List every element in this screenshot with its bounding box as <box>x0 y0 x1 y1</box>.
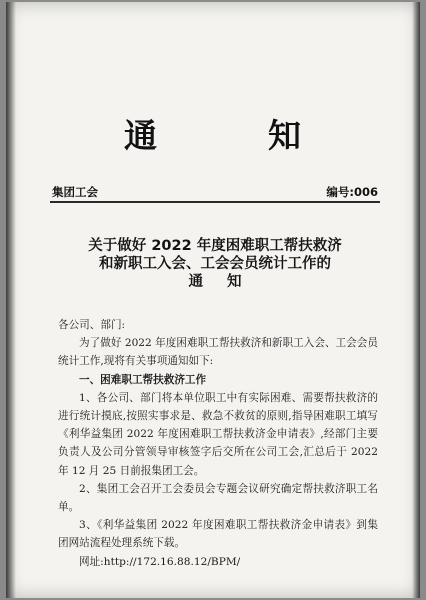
notice-heading <box>6 110 420 156</box>
header-info-row <box>52 184 378 200</box>
item-3-paragraph: 3、《利华益集团 2022 年度困难职工帮扶救济金申请表》到集团网站流程处理系统下载。 <box>58 519 378 550</box>
document-title <box>46 237 384 291</box>
intro-paragraph: 为了做好 2022 年度困难职工帮扶救济和新职工入会、工会会员统计工作,现将有关事项通知如下: <box>58 337 378 368</box>
document-body <box>58 316 378 571</box>
header-divider <box>50 201 380 203</box>
heading-char-2: 知 <box>268 116 302 155</box>
item-1-paragraph: 1、各公司、部门将本单位职工中有实际困难、需要帮扶救济的进行统计摸底,按照实事求是、救急不救贫的原则,指导困难职工填写《利华益集团 2022 年度困难职工帮扶救济金申请表》,经部门主要负责人及公司分管领导审核签字后交所在公司工会,汇总后于 2022 年 12 月 25 日前报集团工会。 <box>58 391 378 477</box>
section-1-heading: 一、困难职工帮扶救济工作 <box>79 373 207 386</box>
heading-char-1: 通 <box>124 116 158 155</box>
document-number: 编号:006 <box>326 185 378 199</box>
title-line-3: 通知 <box>188 274 266 290</box>
issuing-organization: 集团工会 <box>52 185 98 199</box>
salutation: 各公司、部门: <box>58 319 126 331</box>
item-2-paragraph: 2、集团工会召开工会委员会专题会议研究确定帮扶救济职工名单。 <box>58 482 378 514</box>
scan-shadow-right <box>412 2 420 598</box>
scan-shadow-left <box>6 2 16 598</box>
paper-sheet <box>6 2 420 598</box>
title-line-1: 关于做好 2022 年度困难职工帮扶救济 <box>88 238 342 254</box>
title-line-2: 和新职工入会、工会会员统计工作的 <box>99 256 331 272</box>
website-url-line: 网址:http://172.16.88.12/BPM/ <box>79 555 241 568</box>
